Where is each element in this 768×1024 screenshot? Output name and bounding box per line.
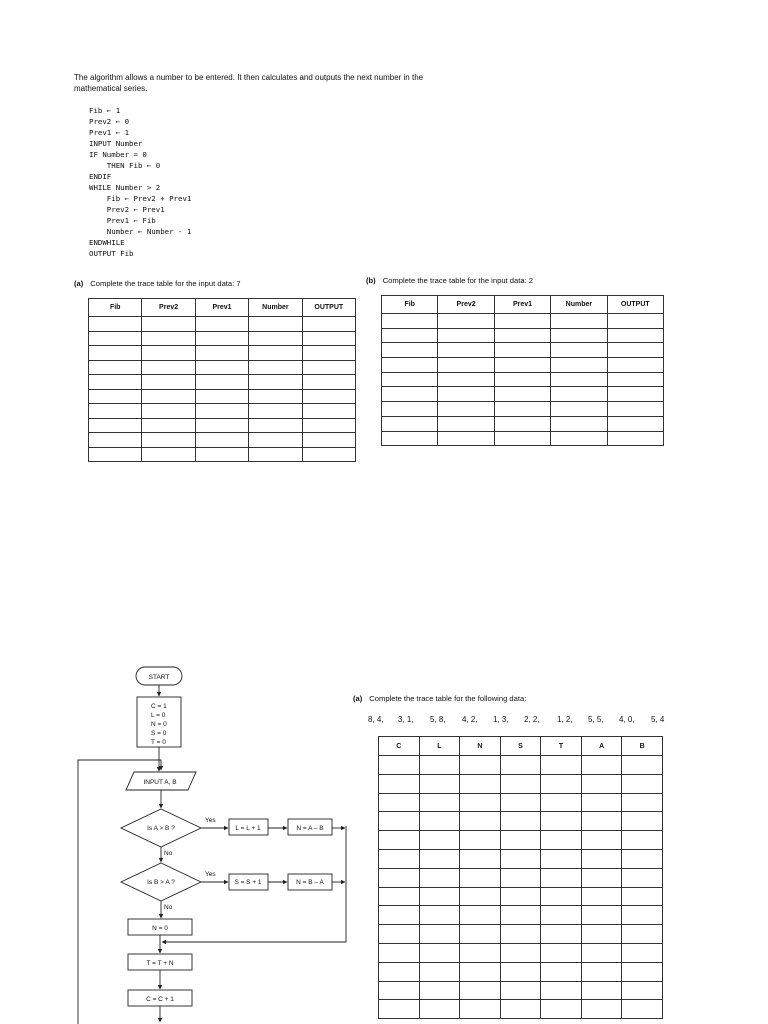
answer-cell[interactable] [382,387,438,402]
col-header: S [500,737,541,756]
answer-cell[interactable] [379,1000,420,1019]
col-header: N [460,737,501,756]
col-header: Fib [382,296,438,314]
answer-cell[interactable] [379,906,420,925]
answer-cell[interactable] [607,358,663,373]
answer-cell[interactable] [494,328,550,343]
answer-cell[interactable] [622,962,663,981]
answer-cell[interactable] [581,1000,622,1019]
start-label: START [148,674,170,681]
answer-cell[interactable] [551,387,607,402]
answer-cell[interactable] [581,887,622,906]
answer-cell[interactable] [541,793,582,812]
answer-cell[interactable] [541,887,582,906]
code-line: Fib ← 1 [89,106,121,115]
table-row [379,774,663,793]
answer-cell[interactable] [419,812,460,831]
answer-cell[interactable] [500,906,541,925]
answer-cell[interactable] [622,812,663,831]
answer-cell[interactable] [622,868,663,887]
data-pair: 1, 3, [493,715,509,724]
step-nb-label: N = B – A [296,879,324,886]
answer-cell[interactable] [419,887,460,906]
table-row [379,1000,663,1019]
table-row [382,402,664,417]
answer-cell[interactable] [551,431,607,446]
answer-cell[interactable] [419,868,460,887]
answer-cell[interactable] [438,402,494,417]
answer-cell[interactable] [379,831,420,850]
data-pair: 4, 0, [619,715,635,724]
col-header: Prev2 [142,299,195,317]
answer-cell[interactable] [379,943,420,962]
answer-cell[interactable] [460,849,501,868]
answer-cell[interactable] [382,431,438,446]
answer-cell[interactable] [581,981,622,1000]
answer-cell[interactable] [419,943,460,962]
answer-cell[interactable] [494,314,550,329]
answer-cell[interactable] [541,943,582,962]
table-row [382,328,664,343]
answer-cell[interactable] [419,831,460,850]
answer-cell[interactable] [460,981,501,1000]
answer-cell[interactable] [551,372,607,387]
answer-cell[interactable] [541,981,582,1000]
answer-cell[interactable] [500,1000,541,1019]
table-row [382,372,664,387]
answer-cell[interactable] [541,774,582,793]
table-row [379,962,663,981]
answer-cell[interactable] [541,962,582,981]
table-row [379,793,663,812]
data-pair: 5, 4 [651,715,665,724]
col-header: T [541,737,582,756]
answer-cell[interactable] [419,774,460,793]
no-label: No [164,904,173,911]
col-header: Fib [89,299,142,317]
answer-cell[interactable] [379,793,420,812]
answer-cell[interactable] [460,943,501,962]
answer-cell[interactable] [438,328,494,343]
answer-cell[interactable] [581,868,622,887]
col-header: Prev1 [195,299,248,317]
init-line: T = 0 [151,739,166,746]
data-pair: 2, 2, [524,715,540,724]
answer-cell[interactable] [551,314,607,329]
table-row [379,906,663,925]
no-label: No [164,850,173,857]
step-na-label: N = A – B [296,825,324,832]
answer-cell[interactable] [494,387,550,402]
answer-cell[interactable] [581,756,622,775]
answer-cell[interactable] [460,774,501,793]
answer-cell[interactable] [622,981,663,1000]
answer-cell[interactable] [541,1000,582,1019]
trace-table-fib-2 [381,295,664,446]
answer-cell[interactable] [500,868,541,887]
table-row [382,431,664,446]
loop-back-line [78,760,161,1024]
yes-label: Yes [205,871,216,878]
answer-cell[interactable] [460,868,501,887]
answer-cell[interactable] [541,756,582,775]
answer-cell[interactable] [438,416,494,431]
table-row [379,943,663,962]
answer-cell[interactable] [541,906,582,925]
table-row [379,756,663,775]
code-line: IF Number = 0 [89,150,147,159]
part-text: Complete the trace table for the input data: 2 [382,276,533,285]
col-header: B [622,737,663,756]
answer-cell[interactable] [419,981,460,1000]
table-row [382,416,664,431]
input-label: INPUT A, B [143,779,177,786]
answer-cell[interactable] [379,812,420,831]
answer-cell[interactable] [551,328,607,343]
answer-cell[interactable] [500,849,541,868]
table-row [382,314,664,329]
part-text: Complete the trace table for the input data: 7 [90,279,241,288]
answer-cell[interactable] [382,372,438,387]
answer-cell[interactable] [622,774,663,793]
trace-table-flowchart [378,736,663,1019]
answer-cell[interactable] [581,925,622,944]
answer-cell[interactable] [622,793,663,812]
answer-cell[interactable] [382,328,438,343]
answer-cell[interactable] [581,849,622,868]
answer-cell[interactable] [500,962,541,981]
part-label: (b) [366,276,376,285]
answer-cell[interactable] [419,1000,460,1019]
col-header: A [581,737,622,756]
part-label: (a) [353,694,363,703]
answer-cell[interactable] [607,314,663,329]
yes-label: Yes [205,817,216,824]
code-line: Fib ← Prev2 + Prev1 [89,194,192,203]
data-pair: 3, 1, [398,715,414,724]
answer-cell[interactable] [500,981,541,1000]
answer-cell[interactable] [500,887,541,906]
step-l-label: L = L + 1 [235,825,261,832]
table-row [379,925,663,944]
answer-cell[interactable] [419,793,460,812]
answer-cell[interactable] [379,756,420,775]
code-line: Prev2 ← 0 [89,117,130,126]
init-line: C = 1 [151,703,167,710]
answer-cell[interactable] [500,793,541,812]
answer-cell[interactable] [541,812,582,831]
q2-part-a-caption [353,694,526,703]
answer-cell[interactable] [438,431,494,446]
col-header: Number [551,296,607,314]
answer-cell[interactable] [622,756,663,775]
answer-cell[interactable] [581,962,622,981]
code-line: Prev2 ← Prev1 [89,205,165,214]
intro-text: The algorithm allows a number to be entered. It then calculates and outputs the next number in the mathematical series. [74,73,424,93]
answer-cell[interactable] [382,314,438,329]
code-line: WHILE Number > 2 [89,183,161,192]
answer-cell[interactable] [382,416,438,431]
table-row [379,849,663,868]
table-row [379,887,663,906]
table-row [382,358,664,373]
table-row [382,343,664,358]
answer-cell[interactable] [438,387,494,402]
answer-cell[interactable] [419,756,460,775]
decision1-label: Is A > B ? [147,825,175,832]
answer-cell[interactable] [460,887,501,906]
table-row [379,812,663,831]
answer-cell[interactable] [382,343,438,358]
answer-cell[interactable] [438,372,494,387]
answer-cell[interactable] [379,962,420,981]
part-text: Complete the trace table for the following data: [369,694,527,703]
answer-cell[interactable] [607,387,663,402]
code-line: ENDWHILE [89,238,125,247]
answer-cell[interactable] [622,887,663,906]
answer-cell[interactable] [607,372,663,387]
answer-cell[interactable] [541,925,582,944]
answer-cell[interactable] [607,328,663,343]
answer-cell[interactable] [500,831,541,850]
answer-cell[interactable] [460,962,501,981]
answer-cell[interactable] [622,1000,663,1019]
init-line: L = 0 [151,712,166,719]
answer-cell[interactable] [500,774,541,793]
init-line: S = 0 [151,730,167,737]
answer-cell[interactable] [494,431,550,446]
answer-cell[interactable] [551,402,607,417]
code-line: INPUT Number [89,139,143,148]
answer-cell[interactable] [494,343,550,358]
answer-cell[interactable] [494,372,550,387]
answer-cell[interactable] [419,906,460,925]
answer-cell[interactable] [622,849,663,868]
answer-cell[interactable] [419,925,460,944]
answer-cell[interactable] [379,849,420,868]
data-pair: 5, 5, [588,715,604,724]
answer-cell[interactable] [494,402,550,417]
col-header: OUTPUT [302,299,355,317]
answer-cell[interactable] [622,906,663,925]
code-line: Prev1 ← Fib [89,216,156,225]
data-pair: 8, 4, [368,715,384,724]
col-header: Prev2 [438,296,494,314]
answer-cell[interactable] [607,431,663,446]
answer-cell[interactable] [379,925,420,944]
answer-cell[interactable] [581,812,622,831]
table-row [379,831,663,850]
code-line: THEN Fib ← 0 [89,161,161,170]
answer-cell[interactable] [460,756,501,775]
answer-cell[interactable] [500,756,541,775]
answer-cell[interactable] [551,343,607,358]
code-line: Number ← Number - 1 [89,227,192,236]
code-line: ENDIF [89,172,112,181]
answer-cell[interactable] [460,793,501,812]
table-row [382,387,664,402]
answer-cell[interactable] [500,943,541,962]
answer-cell[interactable] [607,402,663,417]
answer-cell[interactable] [460,925,501,944]
answer-cell[interactable] [494,358,550,373]
answer-cell[interactable] [379,981,420,1000]
answer-cell[interactable] [551,358,607,373]
answer-cell[interactable] [581,906,622,925]
answer-cell[interactable] [581,793,622,812]
data-pair: 5, 8, [430,715,446,724]
step-c-label: C = C + 1 [146,996,174,1003]
flowchart [0,0,370,1024]
step-t-label: T = T + N [146,960,174,967]
answer-cell[interactable] [581,943,622,962]
answer-cell[interactable] [438,314,494,329]
step-n0-label: N = 0 [152,925,168,932]
col-header: OUTPUT [607,296,663,314]
answer-cell[interactable] [581,774,622,793]
answer-cell[interactable] [607,343,663,358]
answer-cell[interactable] [541,831,582,850]
q1-part-b-caption [366,276,533,285]
answer-cell[interactable] [581,831,622,850]
code-line: Prev1 ← 1 [89,128,130,137]
code-line: OUTPUT Fib [89,249,134,258]
data-pair: 4, 2, [462,715,478,724]
answer-cell[interactable] [607,416,663,431]
answer-cell[interactable] [460,906,501,925]
answer-cell[interactable] [460,1000,501,1019]
col-header: C [379,737,420,756]
answer-cell[interactable] [622,943,663,962]
answer-cell[interactable] [419,962,460,981]
answer-cell[interactable] [382,402,438,417]
answer-cell[interactable] [460,831,501,850]
col-header: Number [249,299,302,317]
table-row [379,981,663,1000]
answer-cell[interactable] [541,868,582,887]
part-label: (a) [74,279,84,288]
decision2-label: Is B > A ? [147,879,175,886]
input-data-list [0,715,768,727]
answer-cell[interactable] [500,925,541,944]
answer-cell[interactable] [500,812,541,831]
answer-cell[interactable] [419,849,460,868]
answer-cell[interactable] [460,812,501,831]
answer-cell[interactable] [494,416,550,431]
answer-cell[interactable] [438,358,494,373]
col-header: L [419,737,460,756]
step-s-label: S = S + 1 [234,879,262,886]
answer-cell[interactable] [379,887,420,906]
answer-cell[interactable] [379,868,420,887]
answer-cell[interactable] [622,925,663,944]
answer-cell[interactable] [551,416,607,431]
answer-cell[interactable] [379,774,420,793]
data-pair: 1, 2, [557,715,573,724]
init-line: N = 0 [151,721,167,728]
col-header: Prev1 [494,296,550,314]
answer-cell[interactable] [622,831,663,850]
answer-cell[interactable] [541,849,582,868]
table-row [379,868,663,887]
answer-cell[interactable] [438,343,494,358]
answer-cell[interactable] [382,358,438,373]
